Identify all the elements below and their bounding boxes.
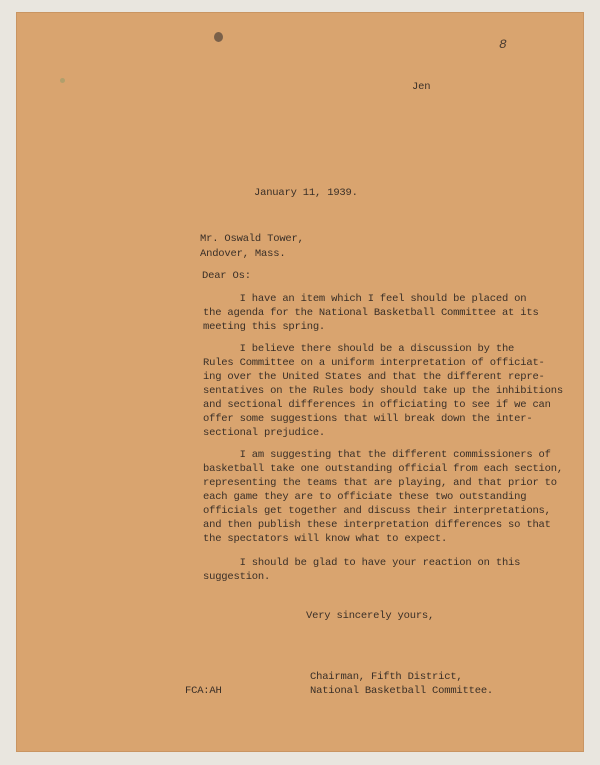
paragraph-1-line: meeting this spring. bbox=[203, 321, 326, 333]
paragraph-2-line: and sectional differences in officiating to see if we can bbox=[203, 399, 551, 411]
paragraph-2-line: sectional prejudice. bbox=[203, 427, 326, 439]
paragraph-1-line: I have an item which I feel should be placed on bbox=[203, 293, 527, 305]
letter-page bbox=[16, 12, 584, 752]
recipient-name: Mr. Oswald Tower, bbox=[200, 233, 304, 245]
ink-smudge bbox=[214, 32, 223, 42]
salutation: Dear Os: bbox=[202, 270, 251, 282]
reference-initials: FCA:AH bbox=[185, 685, 222, 697]
signature-title-2: National Basketball Committee. bbox=[310, 685, 494, 697]
paragraph-2-line: offer some suggestions that will break down the inter- bbox=[203, 413, 533, 425]
ink-smudge-small bbox=[60, 78, 65, 83]
paragraph-3-line: each game they are to officiate these two outstanding bbox=[203, 491, 527, 503]
signature-title-1: Chairman, Fifth District, bbox=[310, 671, 463, 683]
recipient-city: Andover, Mass. bbox=[200, 248, 286, 260]
paragraph-3-line: officials get together and discuss their interpretations, bbox=[203, 505, 551, 517]
paragraph-3-line: I am suggesting that the different commissioners of bbox=[203, 449, 551, 461]
paragraph-4-line: suggestion. bbox=[203, 571, 271, 583]
letter-date: January 11, 1939. bbox=[254, 187, 358, 199]
paragraph-1-line: the agenda for the National Basketball Committee at its bbox=[203, 307, 539, 319]
paragraph-3-line: basketball take one outstanding official from each section, bbox=[203, 463, 563, 475]
paragraph-4-line: I should be glad to have your reaction on this bbox=[203, 557, 521, 569]
paragraph-3-line: the spectators will know what to expect. bbox=[203, 533, 448, 545]
paragraph-2-line: ing over the United States and that the different repre- bbox=[203, 371, 545, 383]
top-initials: Jen bbox=[412, 81, 431, 93]
paragraph-3-line: representing the teams that are playing, and that prior to bbox=[203, 477, 557, 489]
paragraph-2-line: I believe there should be a discussion by the bbox=[203, 343, 515, 355]
paragraph-2-line: sentatives on the Rules body should take up the inhibitions bbox=[203, 385, 563, 397]
paragraph-2-line: Rules Committee on a uniform interpretation of officiat- bbox=[203, 357, 545, 369]
corner-mark: 8 bbox=[499, 37, 507, 52]
closing: Very sincerely yours, bbox=[306, 610, 435, 622]
paragraph-3-line: and then publish these interpretation differences so that bbox=[203, 519, 551, 531]
